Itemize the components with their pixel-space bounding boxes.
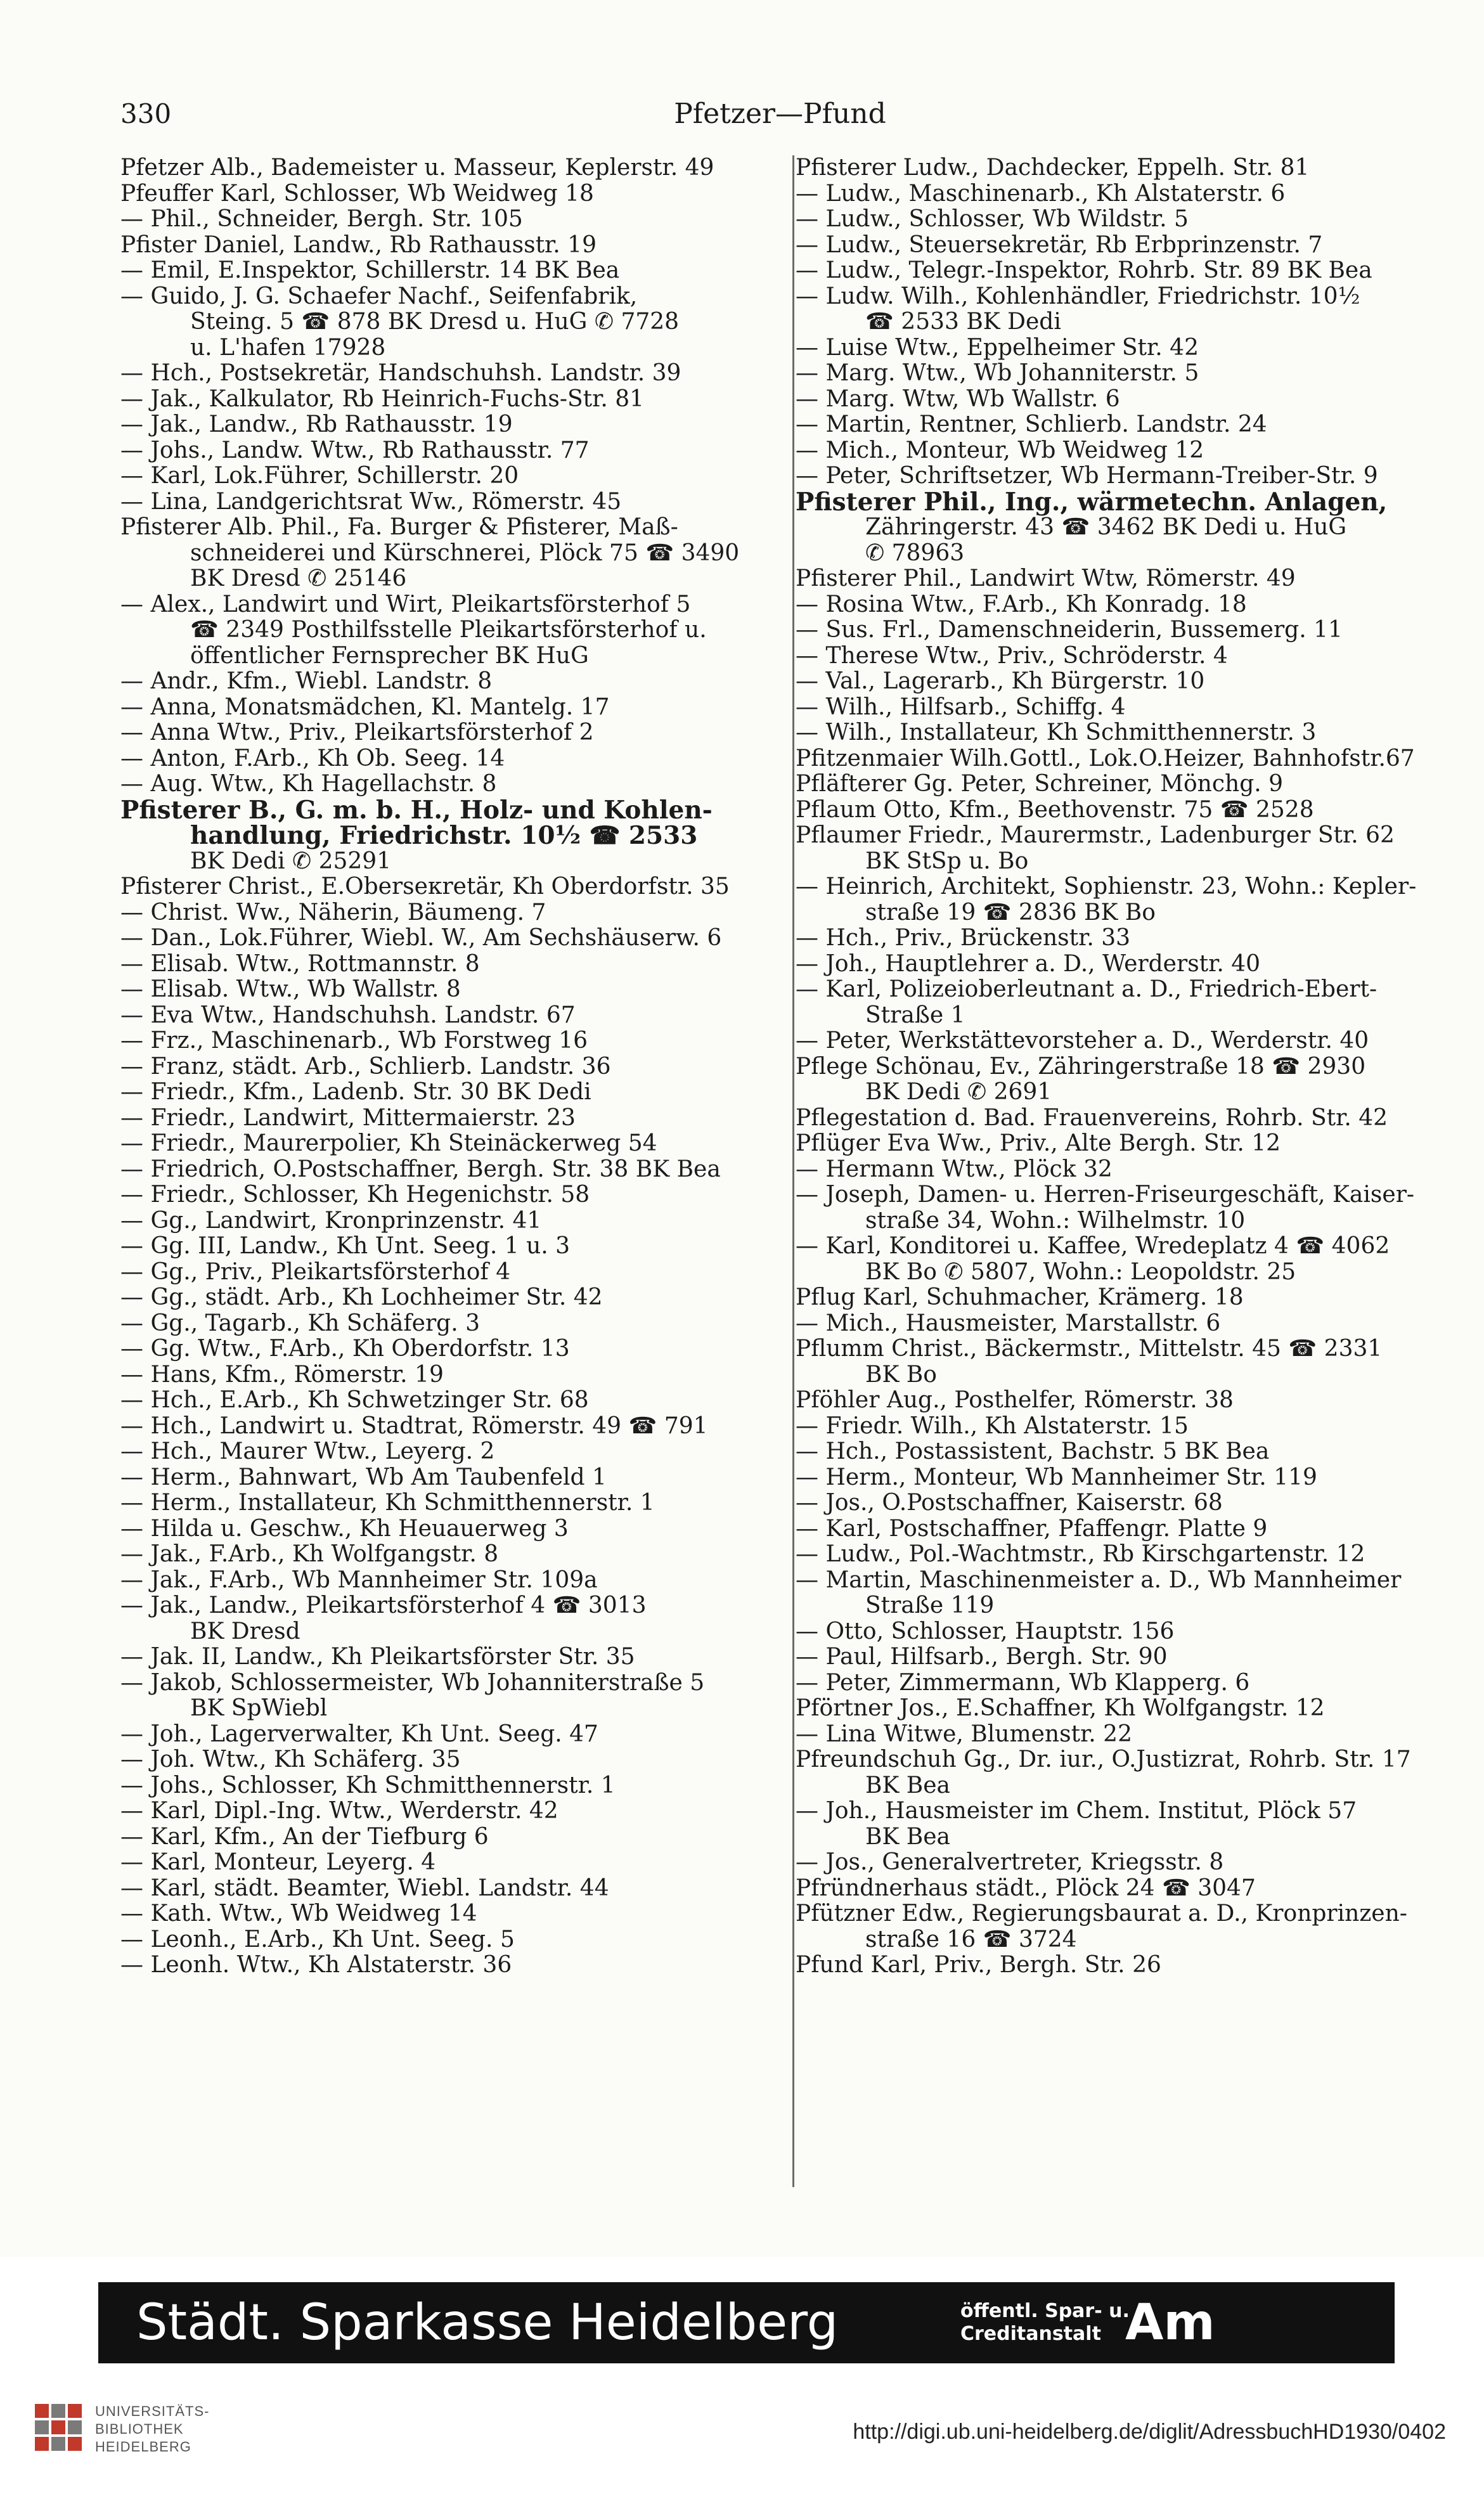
directory-entry-line: — Mich., Hausmeister, Marstallstr. 6 [796,1310,1221,1336]
directory-entry-line: Pfister Daniel, Landw., Rb Rathausstr. 19 [120,231,597,258]
page-header [120,95,1440,133]
banner-main-text: Städt. Sparkasse Heidelberg [136,2294,839,2351]
directory-entry-line: — Dan., Lok.Führer, Wiebl. W., Am Sechshäuserw. 6 [120,925,722,951]
directory-entry-line: — Mich., Monteur, Wb Weidweg 12 [796,437,1204,463]
directory-entry-line: Pfetzer Alb., Bademeister u. Masseur, Keplerstr. 49 [120,155,714,181]
directory-entry-line: — Leonh., E.Arb., Kh Unt. Seeg. 5 [120,1926,515,1953]
directory-entry-line: u. L'hafen 17928 [190,334,386,361]
directory-entry-line: — Aug. Wtw., Kh Hagellachstr. 8 [120,771,497,797]
directory-entry-line: ☎ 2349 Posthilfsstelle Pleikartsförsterhof u. [190,617,707,643]
directory-entry-line: — Hch., Priv., Brückenstr. 33 [796,925,1131,951]
directory-entry-line: — Elisab. Wtw., Rottmannstr. 8 [120,950,480,977]
directory-entry-line: Pföhler Aug., Posthelfer, Römerstr. 38 [796,1387,1234,1413]
directory-entry-line: — Joseph, Damen- u. Herren-Friseurgeschäft, Kaiser- [796,1182,1415,1208]
directory-entry-line: — Jakob, Schlossermeister, Wb Johanniterstraße 5 [120,1669,705,1696]
directory-entry-line: — Friedr., Landwirt, Mittermaierstr. 23 [120,1104,576,1131]
directory-entry-line: — Luise Wtw., Eppelheimer Str. 42 [796,334,1199,361]
directory-entry-line: Zähringerstr. 43 ☎ 3462 BK Dedi u. HuG [865,514,1347,540]
directory-entry-line: straße 34, Wohn.: Wilhelmstr. 10 [865,1207,1246,1234]
directory-entry-line: BK Bea [865,1823,951,1850]
directory-entry-line: — Val., Lagerarb., Kh Bürgerstr. 10 [796,668,1205,694]
directory-entry-line: — Hilda u. Geschw., Kh Heuauerweg 3 [120,1515,569,1542]
directory-entry-line: — Heinrich, Architekt, Sophienstr. 23, Wohn.: Kepler- [796,874,1417,900]
directory-entry-line: — Jak., Landw., Pleikartsförsterhof 4 ☎ 3013 [120,1592,647,1618]
directory-entry-line: — Wilh., Hilfsarb., Schiffg. 4 [796,694,1126,720]
directory-entry-line: straße 16 ☎ 3724 [865,1926,1077,1953]
directory-entry-line: — Johs., Schlosser, Kh Schmitthennerstr. 1 [120,1772,616,1798]
directory-entry-line: — Ludw. Wilh., Kohlenhändler, Friedrichstr. 10½ [796,283,1360,309]
directory-entry-line: — Ludw., Telegr.-Inspektor, Rohrb. Str. 89 BK Bea [796,257,1372,283]
directory-entry-line: straße 19 ☎ 2836 BK Bo [865,899,1156,926]
directory-entry-line: — Kath. Wtw., Wb Weidweg 14 [120,1901,477,1927]
directory-entry-line: — Otto, Schlosser, Hauptstr. 156 [796,1618,1175,1644]
directory-entry-line: — Anna, Monatsmädchen, Kl. Mantelg. 17 [120,694,610,720]
directory-entry-line: — Anton, F.Arb., Kh Ob. Seeg. 14 [120,745,505,772]
directory-entry-line: — Gg. III, Landw., Kh Unt. Seeg. 1 u. 3 [120,1233,571,1259]
directory-entry-line: — Eva Wtw., Handschuhsh. Landstr. 67 [120,1002,576,1028]
directory-entry-line: — Gg., Tagarb., Kh Schäferg. 3 [120,1310,481,1336]
directory-entry-line: — Herm., Monteur, Wb Mannheimer Str. 119 [796,1464,1317,1490]
sparkasse-advertisement-banner [98,2282,1395,2363]
directory-entry-line: — Hch., E.Arb., Kh Schwetzinger Str. 68 [120,1387,589,1413]
directory-entry-line: BK Bo [865,1361,937,1388]
directory-entry-line: BK Dedi ✆ 2691 [865,1079,1052,1105]
right-column [796,155,1468,1979]
directory-entry-line: Pfisterer Phil., Landwirt Wtw, Römerstr. 49 [796,565,1296,591]
directory-entry-line: Pfisterer Ludw., Dachdecker, Eppelh. Str. 81 [796,155,1310,181]
directory-entry-line: — Alex., Landwirt und Wirt, Pleikartsförsterhof 5 [120,591,691,617]
directory-entry-line: — Herm., Bahnwart, Wb Am Taubenfeld 1 [120,1464,607,1490]
library-name-line-1: UNIVERSITÄTS- [95,2403,210,2419]
directory-entry-line: schneiderei und Kürschnerei, Plöck 75 ☎ 3490 [190,539,740,566]
directory-entry-line: — Jak. II, Landw., Kh Pleikartsförster Str. 35 [120,1644,635,1670]
directory-entry-line: — Andr., Kfm., Wiebl. Landstr. 8 [120,668,493,694]
directory-entry-line: Pfund Karl, Priv., Bergh. Str. 26 [796,1952,1161,1978]
directory-entry-line: — Karl, Postschaffner, Pfaffengr. Platte 9 [796,1515,1268,1542]
directory-entry-line: BK SpWiebl [190,1695,328,1721]
university-library-logo-icon [29,2398,86,2455]
directory-entry-line: Steing. 5 ☎ 878 BK Dresd u. HuG ✆ 7728 [190,309,680,335]
page-number: 330 [120,98,172,129]
directory-entry-line: — Hch., Postsekretär, Handschuhsh. Landstr. 39 [120,360,681,386]
directory-entry-line: — Lina, Landgerichtsrat Ww., Römerstr. 45 [120,488,622,515]
banner-small-line-1: öffentl. Spar- u. [960,2300,1130,2322]
directory-entry-line: ☎ 2533 BK Dedi [865,309,1061,335]
directory-entry-line: — Joh., Hauptlehrer a. D., Werderstr. 40 [796,950,1261,977]
directory-entry-line: — Hermann Wtw., Plöck 32 [796,1156,1113,1182]
directory-entry-line: — Karl, städt. Beamter, Wiebl. Landstr. 44 [120,1875,609,1901]
directory-entry-line: — Karl, Polizeioberleutnant a. D., Friedrich-Ebert- [796,976,1378,1002]
directory-entry-line: Straße 1 [865,1002,965,1028]
directory-entry-line: — Ludw., Steuersekretär, Rb Erbprinzenstr. 7 [796,231,1323,258]
directory-entry-line: — Herm., Installateur, Kh Schmitthennerstr. 1 [120,1490,655,1516]
directory-entry-line: BK Dedi ✆ 25291 [190,848,392,874]
directory-entry-line: Pflege Schönau, Ev., Zähringerstraße 18 ☎ 2930 [796,1053,1366,1080]
directory-entry-line: — Karl, Kfm., An der Tiefburg 6 [120,1823,489,1850]
directory-entry-line: — Karl, Lok.Führer, Schillerstr. 20 [120,463,519,489]
directory-entry-line: — Jak., F.Arb., Kh Wolfgangstr. 8 [120,1541,499,1567]
directory-entry-line: Pförtner Jos., E.Schaffner, Kh Wolfgangstr. 12 [796,1695,1325,1721]
directory-entry-line: — Phil., Schneider, Bergh. Str. 105 [120,206,523,232]
directory-entry-line: — Franz, städt. Arb., Schlierb. Landstr. 36 [120,1053,611,1080]
footer [0,2372,1484,2499]
directory-entry-line: Pfisterer Christ., E.Oberseкretär, Kh Oberdorfstr. 35 [120,874,730,900]
directory-entry-line: Pfründnerhaus städt., Plöck 24 ☎ 3047 [796,1875,1256,1901]
banner-address-text: Am [1125,2294,1215,2351]
directory-entry-line: — Hch., Landwirt u. Stadtrat, Römerstr. 49 ☎ 791 [120,1412,708,1439]
directory-entry-line: — Ludw., Pol.-Wachtmstr., Rb Kirschgartenstr. 12 [796,1541,1365,1567]
directory-entry-line: — Karl, Dipl.-Ing. Wtw., Werderstr. 42 [120,1798,558,1824]
directory-entry-line: — Ludw., Maschinenarb., Kh Alstaterstr. 6 [796,180,1286,207]
directory-entry-line: — Jos., Generalvertreter, Kriegsstr. 8 [796,1849,1224,1875]
directory-entry-line: — Guido, J. G. Schaefer Nachf., Seifenfabrik, [120,283,638,309]
directory-entry-line: — Leonh. Wtw., Kh Alstaterstr. 36 [120,1952,512,1978]
directory-entry-line: Pfitzenmaier Wilh.Gottl., Lok.O.Heizer, Bahnhofstr.67 [796,745,1415,772]
directory-entry-line: — Paul, Hilfsarb., Bergh. Str. 90 [796,1644,1168,1670]
directory-entry-line: Pfisterer Phil., Ing., wärmetechn. Anlagen, [796,487,1388,517]
directory-entry-line: Straße 119 [865,1592,995,1618]
directory-entry-line: Pfützner Edw., Regierungsbaurat a. D., Kronprinzen- [796,1901,1407,1927]
directory-entry-line: — Wilh., Installateur, Kh Schmitthennerstr. 3 [796,720,1317,746]
directory-entry-line: — Joh., Hausmeister im Chem. Institut, Plöck 57 [796,1798,1357,1824]
directory-entry-line: — Martin, Maschinenmeister a. D., Wb Mannheimer [796,1566,1402,1593]
directory-entry-line: BK StSp u. Bo [865,848,1029,874]
directory-entry-line: — Joh. Wtw., Kh Schäferg. 35 [120,1747,461,1773]
directory-entry-line: Pflumm Christ., Bäckermstr., Mittelstr. 45 ☎ 2331 [796,1336,1383,1362]
library-name [95,2403,209,2456]
directory-entry-line: ✆ 78963 [865,539,965,566]
directory-entry-line: — Friedrich, O.Postschaffner, Bergh. Str. 38 BK Bea [120,1156,721,1182]
directory-entry-line: — Friedr., Maurerpolier, Kh Steinäckerweg 54 [120,1130,657,1156]
directory-entry-line: — Martin, Rentner, Schlierb. Landstr. 24 [796,411,1267,437]
directory-entry-line: — Gg., Landwirt, Kronprinzenstr. 41 [120,1207,542,1234]
directory-entry-line: — Friedr. Wilh., Kh Alstaterstr. 15 [796,1412,1189,1439]
directory-entry-line: BK Dresd [190,1618,300,1644]
library-name-line-3: HEIDELBERG [95,2439,191,2455]
directory-entry-line: BK Bo ✆ 5807, Wohn.: Leopoldstr. 25 [865,1258,1296,1285]
directory-entry-line: — Jak., Landw., Rb Rathausstr. 19 [120,411,513,437]
directory-entry-line: — Hans, Kfm., Römerstr. 19 [120,1361,444,1388]
directory-entry-line: — Therese Wtw., Priv., Schröderstr. 4 [796,642,1228,669]
directory-entry-line: Pfläfterer Gg. Peter, Schreiner, Mönchg. 9 [796,771,1284,797]
directory-entry-line: — Friedr., Schlosser, Kh Hegenichstr. 58 [120,1182,590,1208]
directory-entry-line: — Anna Wtw., Priv., Pleikartsförsterhof 2 [120,720,594,746]
directory-entry-line: Pflug Karl, Schuhmacher, Krämerg. 18 [796,1284,1244,1310]
directory-entry-line: — Rosina Wtw., F.Arb., Kh Konradg. 18 [796,591,1247,617]
directory-entry-line: — Elisab. Wtw., Wb Wallstr. 8 [120,976,461,1002]
directory-entry-line: Pflüger Eva Ww., Priv., Alte Bergh. Str. 12 [796,1130,1281,1156]
directory-entry-line: — Lina Witwe, Blumenstr. 22 [796,1721,1132,1747]
directory-entry-line: — Gg. Wtw., F.Arb., Kh Oberdorfstr. 13 [120,1336,570,1362]
directory-entry-line: — Sus. Frl., Damenschneiderin, Bussemerg. 11 [796,617,1343,643]
directory-entry-line: — Peter, Zimmermann, Wb Klapperg. 6 [796,1669,1250,1696]
directory-entry-line: Pflaumer Friedr., Maurermstr., Ladenburger Str. 62 [796,822,1395,848]
directory-entry-line: — Hch., Maurer Wtw., Leyerg. 2 [120,1438,495,1464]
source-url-link[interactable]: http://digi.ub.uni-heidelberg.de/diglit/AdressbuchHD1930/0402 [853,2420,1446,2444]
directory-entry-line: — Gg., Priv., Pleikartsförsterhof 4 [120,1258,511,1285]
directory-entry-line: Pfisterer Alb. Phil., Fa. Burger & Pfisterer, Maß- [120,514,678,540]
directory-entry-line: BK Bea [865,1772,951,1798]
directory-entry-line: — Jak., Kalkulator, Rb Heinrich-Fuchs-Str. 81 [120,385,645,412]
directory-entry-line: — Marg. Wtw., Wb Johanniterstr. 5 [796,360,1199,386]
directory-entry-line: — Jos., O.Postschaffner, Kaiserstr. 68 [796,1490,1223,1516]
directory-entry-line: — Friedr., Kfm., Ladenb. Str. 30 BK Dedi [120,1079,591,1105]
banner-small-text [960,2300,1130,2346]
column-divider [792,155,794,2187]
banner-small-line-2: Creditanstalt [960,2323,1101,2345]
directory-entry-line: — Johs., Landw. Wtw., Rb Rathausstr. 77 [120,437,590,463]
directory-entry-line: — Hch., Postassistent, Bachstr. 5 BK Bea [796,1438,1270,1464]
directory-entry-line: — Peter, Werkstättevorsteher a. D., Werderstr. 40 [796,1028,1369,1054]
left-column [120,155,789,1979]
page-title: Pfetzer—Pfund [674,98,886,130]
directory-entry-line: — Peter, Schriftsetzer, Wb Hermann-Treiber-Str. 9 [796,463,1378,489]
directory-entry-line: BK Dresd ✆ 25146 [190,565,407,591]
directory-entry-line: — Karl, Konditorei u. Kaffee, Wredeplatz 4 ☎ 4062 [796,1233,1390,1259]
library-name-line-2: BIBLIOTHEK [95,2421,184,2437]
directory-entry-line: Pfreundschuh Gg., Dr. iur., O.Justizrat, Rohrb. Str. 17 [796,1747,1411,1773]
directory-entry-line: — Frz., Maschinenarb., Wb Forstweg 16 [120,1028,588,1054]
directory-entry-line: öffentlicher Fernsprecher BK HuG [190,642,589,669]
directory-entry-line: Pfeuffer Karl, Schlosser, Wb Weidweg 18 [120,180,594,207]
directory-entry-line: Pflaum Otto, Kfm., Beethovenstr. 75 ☎ 2528 [796,796,1314,823]
directory-entry-line: — Karl, Monteur, Leyerg. 4 [120,1849,436,1875]
directory-entry-line: — Joh., Lagerverwalter, Kh Unt. Seeg. 47 [120,1721,598,1747]
directory-entry-line: — Jak., F.Arb., Wb Mannheimer Str. 109a [120,1566,598,1593]
directory-entry-line: — Gg., städt. Arb., Kh Lochheimer Str. 42 [120,1284,603,1310]
directory-entry-line: handlung, Friedrichstr. 10½ ☎ 2533 [190,821,698,850]
directory-entry-line: Pfisterer B., G. m. b. H., Holz- und Kohlen- [120,795,713,825]
directory-entry-line: Pflegestation d. Bad. Frauenvereins, Rohrb. Str. 42 [796,1104,1388,1131]
directory-entry-line: — Christ. Ww., Näherin, Bäumeng. 7 [120,899,546,926]
directory-entry-line: — Ludw., Schlosser, Wb Wildstr. 5 [796,206,1189,232]
directory-entry-line: — Emil, E.Inspektor, Schillerstr. 14 BK Bea [120,257,620,283]
directory-entry-line: — Marg. Wtw, Wb Wallstr. 6 [796,385,1120,412]
